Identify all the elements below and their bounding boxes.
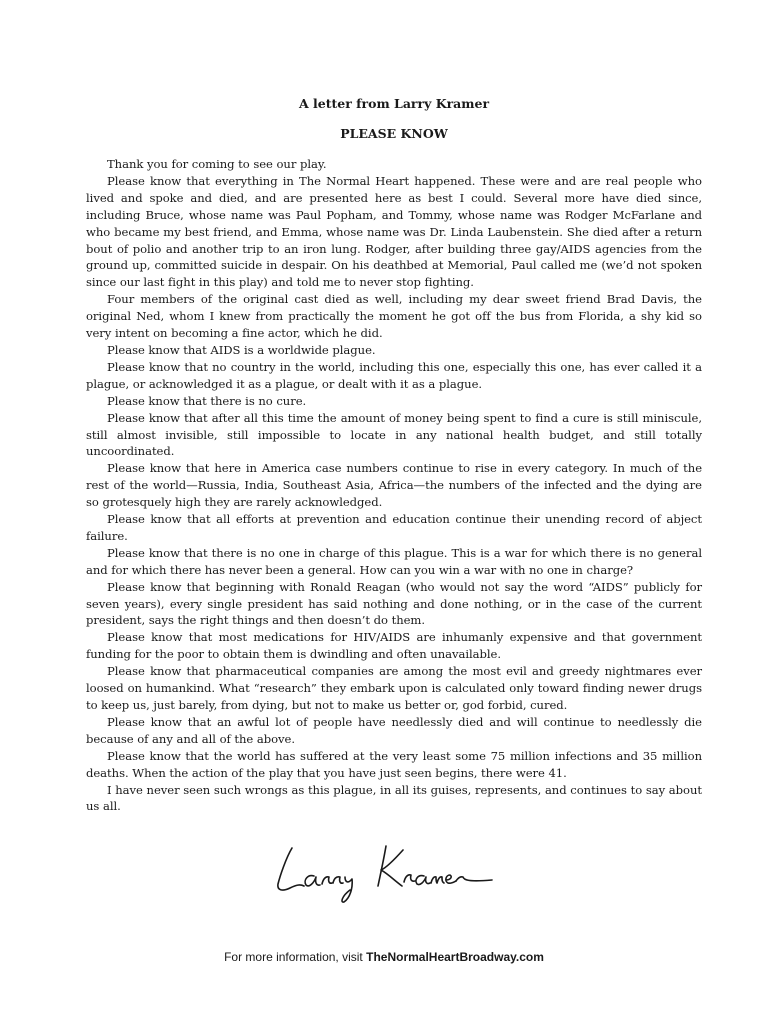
paragraph: Please know that most medications for HIV/AIDS are inhumanly expensive and that government funding for the poor to obtain them is dwindling and often unavailable.: [86, 630, 702, 662]
paragraph: Please know that an awful lot of people have needlessly died and will continue to needlessly die because of any and all of the above.: [86, 714, 702, 746]
footer-prefix: For more information, visit: [224, 950, 367, 964]
paragraph: I have never seen such wrongs as this plague, in all its guises, represents, and continues to say about us all.: [86, 782, 702, 814]
letter-title: A letter from Larry Kramer: [298, 96, 490, 111]
paragraph: Please know that everything in The Normal Heart happened. These were and are real people who lived and spoke and died, and are presented here as best I could. Several more have died since, including Bruce, whose name was Paul Popham, and Tommy, whose name was Rodger McFarlane and who became my best friend, and Emma, whose name was Dr. Linda Laubenstein. She died after a return bout of polio and another trip to an iron lung. Rodger, after building three gay/AIDS agencies from the ground up, committed suicide in despair. On his deathbed at Memorial, Paul called me (we’d not spoken since our last fight in this play) and told me to never stop fighting.: [86, 173, 702, 290]
footer: [0, 949, 768, 965]
letter-subtitle: PLEASE KNOW: [340, 126, 448, 141]
paragraph: Thank you for coming to see our play.: [107, 157, 327, 171]
letter: [86, 96, 702, 815]
footer-site-link[interactable]: TheNormalHeartBroadway.com: [366, 950, 544, 964]
paragraph: Please know that after all this time the amount of money being spent to find a cure is still miniscule, still almost invisible, still impossible to locate in any national health budget, and still totally uncoordinated.: [86, 410, 702, 459]
paragraph: Please know that pharmaceutical companies are among the most evil and greedy nightmares ever loosed on humankind. What “research” they embark upon is calculated only toward finding newer drugs to keep us, just barely, from dying, but not to make us better or, god forbid, cured.: [86, 664, 702, 712]
letter-body: [86, 156, 702, 815]
paragraph: Please know that all efforts at prevention and education continue their unending record of abject failure.: [86, 512, 702, 543]
paragraph: Please know that there is no cure.: [107, 393, 307, 408]
paragraph: Please know that the world has suffered at the very least some 75 million infections and 35 million deaths. When the action of the play that you have just seen begins, there were 41.: [86, 748, 702, 780]
signature: [270, 836, 500, 906]
paragraph: Please know that no country in the world, including this one, especially this one, has ever called it a plague, or acknowledged it as a plague, or dealt with it as a plague.: [86, 359, 702, 391]
paragraph: Please know that beginning with Ronald Reagan (who would not say the word “AIDS” publicly for seven years), every single president has said nothing and done nothing, or in the case of the current president, says the right things and then doesn’t do them.: [86, 579, 702, 628]
paragraph: Please know that AIDS is a worldwide plague.: [107, 342, 376, 357]
paragraph: Four members of the original cast died as well, including my dear sweet friend Brad Davis, the original Ned, whom I knew from practically the moment he got off the bus from Florida, a shy kid so very intent on becoming a fine actor, which he did.: [86, 292, 702, 341]
paragraph: Please know that there is no one in charge of this plague. This is a war for which there is no general and for which there has never been a general. How can you win a war with no one in charge?: [86, 545, 702, 577]
paragraph: Please know that here in America case numbers continue to rise in every category. In much of the rest of the world—Russia, India, Southeast Asia, Africa—the numbers of the infected and the dying are so grotesquely high they are rarely acknowledged.: [86, 461, 702, 510]
